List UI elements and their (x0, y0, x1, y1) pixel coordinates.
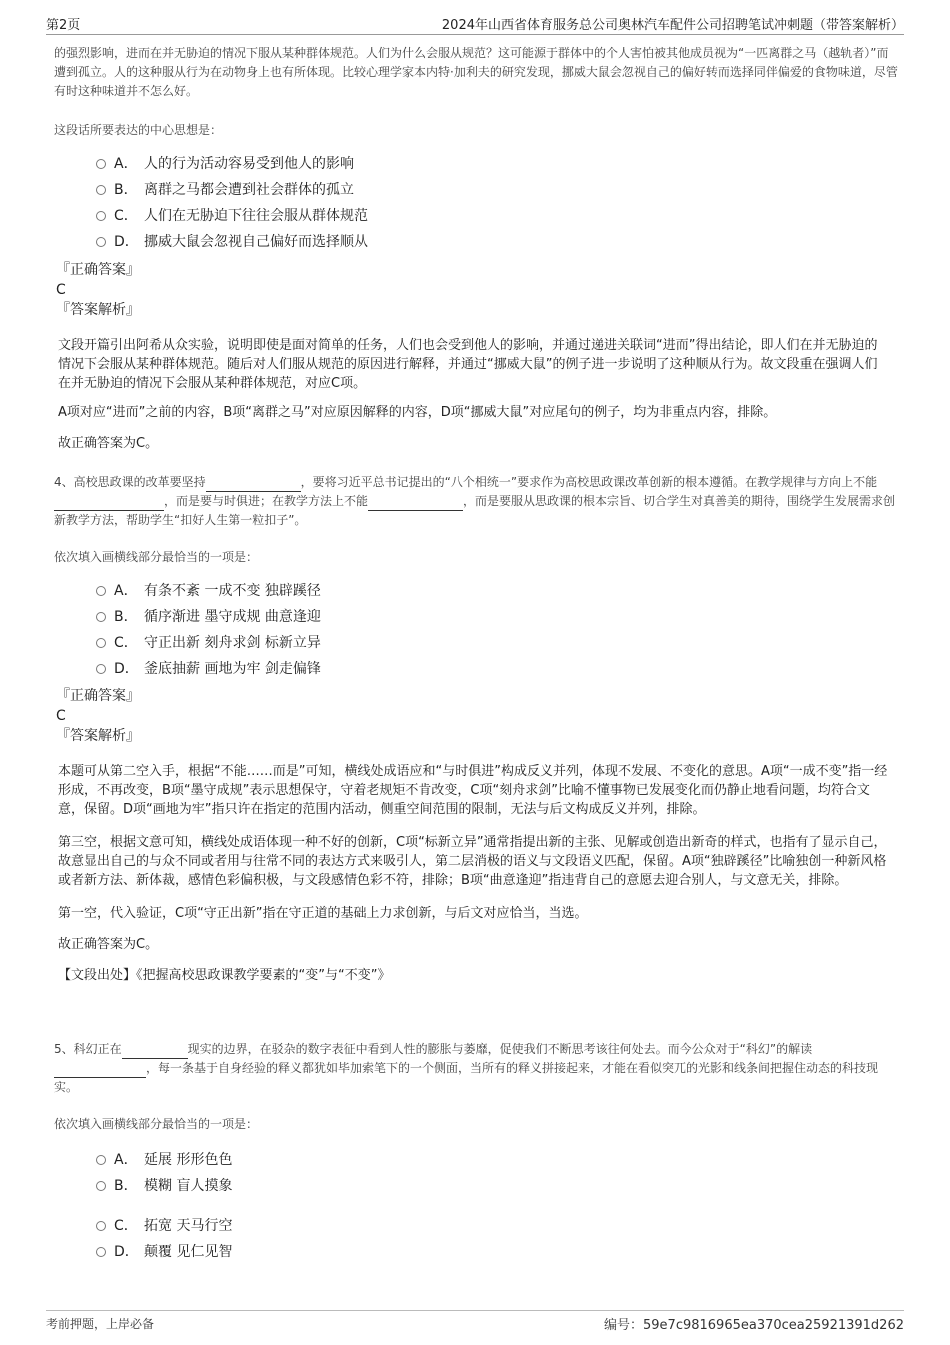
q5-options (96, 1149, 596, 1267)
q3-option-c[interactable]: C． 人们在无胁迫下往往会服从群体规范 (96, 205, 596, 231)
q5-option-d[interactable]: D． 颠覆 见仁见智 (96, 1241, 596, 1267)
analysis-paragraph: 故正确答案为C。 (58, 937, 159, 952)
source-citation: 【文段出处】《把握高校思政课教学要素的“变”与“不变”》 (58, 968, 391, 983)
q5-stem-text: 5、科幻正在 现实的边界，在驳杂的数字表征中看到人性的膨胀与萎靡，促使我们不断思考该往何处去。而今公众对于“科幻”的解读，每一条基于自身经验的释义都犹如毕加索笔下的一个侧面，当所有的释义拼接起来，才能在看似突兀的光影和线条间把握住动态的科技现实。 (54, 1042, 879, 1094)
analysis-paragraph: 文段开篇引出阿希从众实验，说明即使是面对简单的任务，人们也会受到他人的影响，并通过递进关联词“进而”得出结论，即人们在并无胁迫的情况下会服从某种群体规范。随后对人们服从规范的原因进行解释，并通过“挪威大鼠”的例子进一步说明了这种顺从行为。故文段重在强调人们在并无胁迫的情况下会服从某种群体规范，对应C项。 (58, 338, 878, 391)
document-title: 2024年山西省体育服务总公司奥林汽车配件公司招聘笔试冲刺题（带答案解析） (441, 18, 904, 33)
page-number: 第2页 (46, 18, 81, 33)
q3-ask-text: 这段话所要表达的中心思想是： (54, 123, 223, 137)
q5-option-b[interactable]: B． 模糊 盲人摸象 (96, 1175, 596, 1201)
radio-icon[interactable] (96, 1221, 106, 1231)
q4-option-a[interactable]: A． 有条不紊 一成不变 独辟蹊径 (96, 580, 596, 606)
code-label: 编号： (604, 1318, 644, 1333)
answer-label: 『正确答案』 (56, 688, 140, 704)
analysis-paragraph: 故正确答案为C。 (58, 436, 159, 451)
answer-value: C (56, 282, 66, 298)
q3-answer-block (56, 260, 902, 320)
radio-icon[interactable] (96, 638, 106, 648)
footer-slogan: 考前押题，上岸必备 (46, 1317, 155, 1331)
page-header (46, 14, 904, 35)
q3-passage-text: 的强烈影响，进而在并无胁迫的情况下服从某种群体规范。人们为什么会服从规范？这可能源于群体中的个人害怕被其他成员视为“一匹离群之马（越轨者）”而遭到孤立。人的这种服从行为在动物身上也有所体现。比较心理学家本内特·加利夫的研究发现，挪威大鼠会忽视自己的偏好转而选择同伴偏爱的食物味道，尽管有时这种味道并不怎么好。 (54, 46, 898, 98)
q4-stem (54, 473, 900, 530)
analysis-paragraph: 第一空，代入验证，C项“守正出新”指在守正道的基础上力求创新，与后文对应恰当，当选。 (58, 906, 588, 921)
analysis-paragraph: 本题可从第二空入手，根据“不能……而是”可知，横线处成语应和“与时俱进”构成反义并列，体现不发展、不变化的意思。A项“一成不变”指一经形成，不再改变，B项“墨守成规”表示思想保守，守着老规矩不肯改变，C项“刻舟求剑”比喻不懂事物已发展变化而仍静止地看问题，均符合文意，保留。D项“画地为牢”指只许在指定的范围内活动，侧重空间范围的限制，无法与后文构成反义并列，排除。 (58, 764, 888, 817)
q4-option-b[interactable]: B． 循序渐进 墨守成规 曲意逢迎 (96, 606, 596, 632)
q4-analysis (58, 762, 892, 985)
analysis-label: 『答案解析』 (56, 728, 140, 744)
q4-option-d[interactable]: D． 釜底抽薪 画地为牢 剑走偏锋 (96, 658, 596, 684)
fill-blank (368, 496, 463, 511)
page-footer (46, 1310, 904, 1333)
q5-option-c[interactable]: C． 拓宽 天马行空 (96, 1215, 596, 1241)
q3-passage (54, 44, 900, 101)
q5-stem (54, 1040, 900, 1097)
radio-icon[interactable] (96, 1247, 106, 1257)
fill-blank (54, 496, 164, 511)
q4-ask (54, 548, 900, 565)
radio-icon[interactable] (96, 664, 106, 674)
q5-ask-text: 依次填入画横线部分最恰当的一项是： (54, 1117, 259, 1131)
q3-options (96, 153, 596, 257)
radio-icon[interactable] (96, 1155, 106, 1165)
radio-icon[interactable] (96, 237, 106, 247)
q4-options (96, 580, 596, 684)
radio-icon[interactable] (96, 159, 106, 169)
answer-label: 『正确答案』 (56, 262, 140, 278)
fill-blank (122, 1044, 188, 1059)
radio-icon[interactable] (96, 211, 106, 221)
q4-option-c[interactable]: C． 守正出新 刻舟求剑 标新立异 (96, 632, 596, 658)
q4-stem-text: 4、高校思政课的改革要坚持 ，要将习近平总书记提出的“八个相统一”要求作为高校思政课改革创新的根本遵循。在教学规律与方向上不能，而是要与时俱进；在教学方法上不能 ，而是要服从思政课的根本宗旨、切合学生对真善美的期待，围绕学生发展需求创新教学方法，帮助学生“扣好人生第一粒扣子”。 (54, 475, 896, 527)
analysis-paragraph: A项对应“进而”之前的内容，B项“离群之马”对应原因解释的内容，D项“挪威大鼠”对应尾句的例子，均为非重点内容，排除。 (58, 405, 777, 420)
analysis-label: 『答案解析』 (56, 302, 140, 318)
q4-answer-block (56, 686, 902, 746)
radio-icon[interactable] (96, 1181, 106, 1191)
fill-blank (206, 477, 301, 492)
q5-option-a[interactable]: A． 延展 形形色色 (96, 1149, 596, 1175)
q4-ask-text: 依次填入画横线部分最恰当的一项是： (54, 550, 259, 564)
q5-ask (54, 1115, 900, 1132)
q3-option-b[interactable]: B． 离群之马都会遭到社会群体的孤立 (96, 179, 596, 205)
code-value: 59e7c9816965ea370cea25921391d262 (643, 1318, 904, 1333)
radio-icon[interactable] (96, 612, 106, 622)
q3-option-a[interactable]: A． 人的行为活动容易受到他人的影响 (96, 153, 596, 179)
q3-ask (54, 121, 900, 138)
fill-blank (54, 1063, 146, 1078)
radio-icon[interactable] (96, 185, 106, 195)
q3-analysis (58, 336, 888, 453)
document-code (604, 1314, 904, 1333)
analysis-paragraph: 第三空，根据文意可知，横线处成语体现一种不好的创新，C项“标新立异”通常指提出新的主张、见解或创造出新奇的样式，也指有了显示自己，故意显出自己的与众不同或者用与往常不同的表达方式来吸引人，第二层消极的语义与文段语义匹配，保留。A项“独辟蹊径”比喻独创一种新风格或者新方法、新体裁，感情色彩偏积极，与文段感情色彩不符，排除；B项“曲意逢迎”指违背自己的意愿去迎合别人，与文意无关，排除。 (58, 835, 887, 888)
answer-value: C (56, 708, 66, 724)
q3-option-d[interactable]: D． 挪威大鼠会忽视自己偏好而选择顺从 (96, 231, 596, 257)
radio-icon[interactable] (96, 586, 106, 596)
